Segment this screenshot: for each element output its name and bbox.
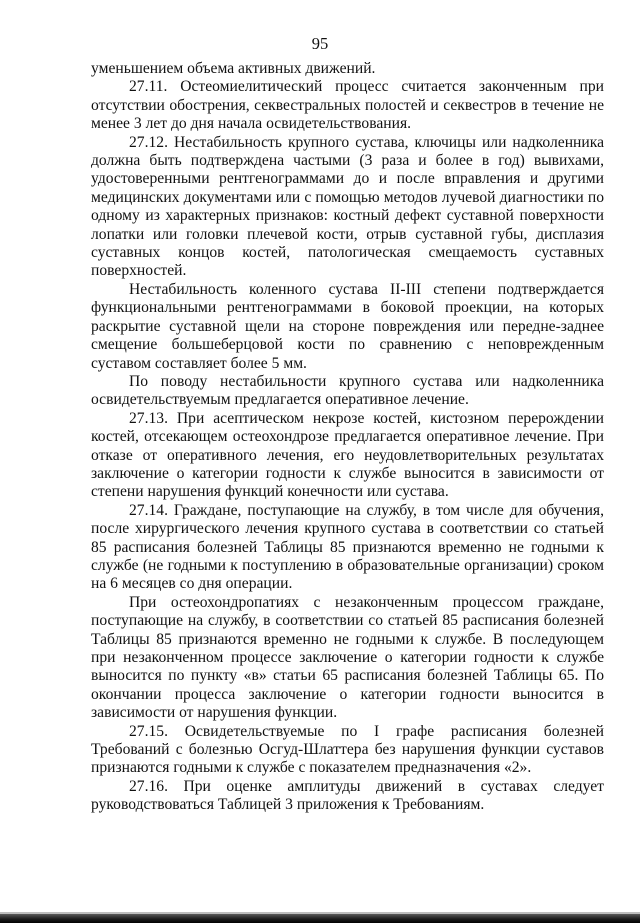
paragraph-osteochondropathy: При остеохондропатиях с незаконченным процессом граждане, поступающие на службу, в соответствии со статьей 85 расписания болезней Таблицы 85 признаются временно не годными к службе. В последующем при незаконченном процессе заключение о категории годности к службе выносится по пункту «в» статьи 65 расписания болезней Таблицы 65. По окончании процесса заключение о категории годности выносится в зависимости от нарушения функции. <box>91 593 604 722</box>
paragraph-surgery-offer: По поводу нестабильности крупного сустава или надколенника освидетельствуемым предлагается оперативное лечение. <box>91 372 604 409</box>
paragraph-27-15: 27.15. Освидетельствуемые по I графе расписания болезней Требований с болезнью Осгуд-Шлаттера без нарушения функции суставов признаются годными к службе с показателем предназначения «2». <box>91 722 604 777</box>
paragraph-knee-instability: Нестабильность коленного сустава II-III степени подтверждается функциональными рентгенограммами в боковой проекции, на которых раскрытие суставной щели на стороне повреждения или передне-заднее смещение большеберцовой кости по сравнению с неповрежденным суставом составляет более 5 мм. <box>91 280 604 372</box>
paragraph-27-11: 27.11. Остеомиелитический процесс считается законченным при отсутствии обострения, секвестральных полостей и секвестров в течение не менее 3 лет до дня начала освидетельствования. <box>91 78 604 133</box>
paragraph-27-16: 27.16. При оценке амплитуды движений в суставах следует руководствоваться Таблицей 3 приложения к Требованиям. <box>91 777 604 814</box>
paragraph-27-12: 27.12. Нестабильность крупного сустава, ключицы или надколенника должна быть подтверждена частыми (3 раза и более в год) вывихами, удостоверенными рентгенограммами до и после вправления и другими медицинских документами или с помощью методов лучевой диагностики по одному из характерных признаков: костный дефект суставной поверхности лопатки или головки плечевой кости, отрыв суставной губы, дисплазия суставных концов костей, патологическая смещаемость суставных поверхностей. <box>91 133 604 280</box>
scan-edge <box>0 914 640 923</box>
page-number: 95 <box>311 34 329 53</box>
paragraph-27-14: 27.14. Граждане, поступающие на службу, в том числе для обучения, после хирургического лечения крупного сустава в соответствии со статьей 85 расписания болезней Таблицы 85 признаются временно не годными к службе (не годными к поступлению в образовательные организации) сроком на 6 месяцев со дня операции. <box>91 501 604 593</box>
paragraph-continuation: уменьшением объема активных движений. <box>91 60 376 77</box>
page-body <box>91 60 604 815</box>
paragraph-27-13: 27.13. При асептическом некрозе костей, кистозном перерождении костей, отсекающем остеохондрозе предлагается оперативное лечение. При отказе от оперативного лечения, его неудовлетворительных результатах заключение о категории годности к службе выносится в зависимости от степени нарушения функций конечности или сустава. <box>91 409 604 501</box>
